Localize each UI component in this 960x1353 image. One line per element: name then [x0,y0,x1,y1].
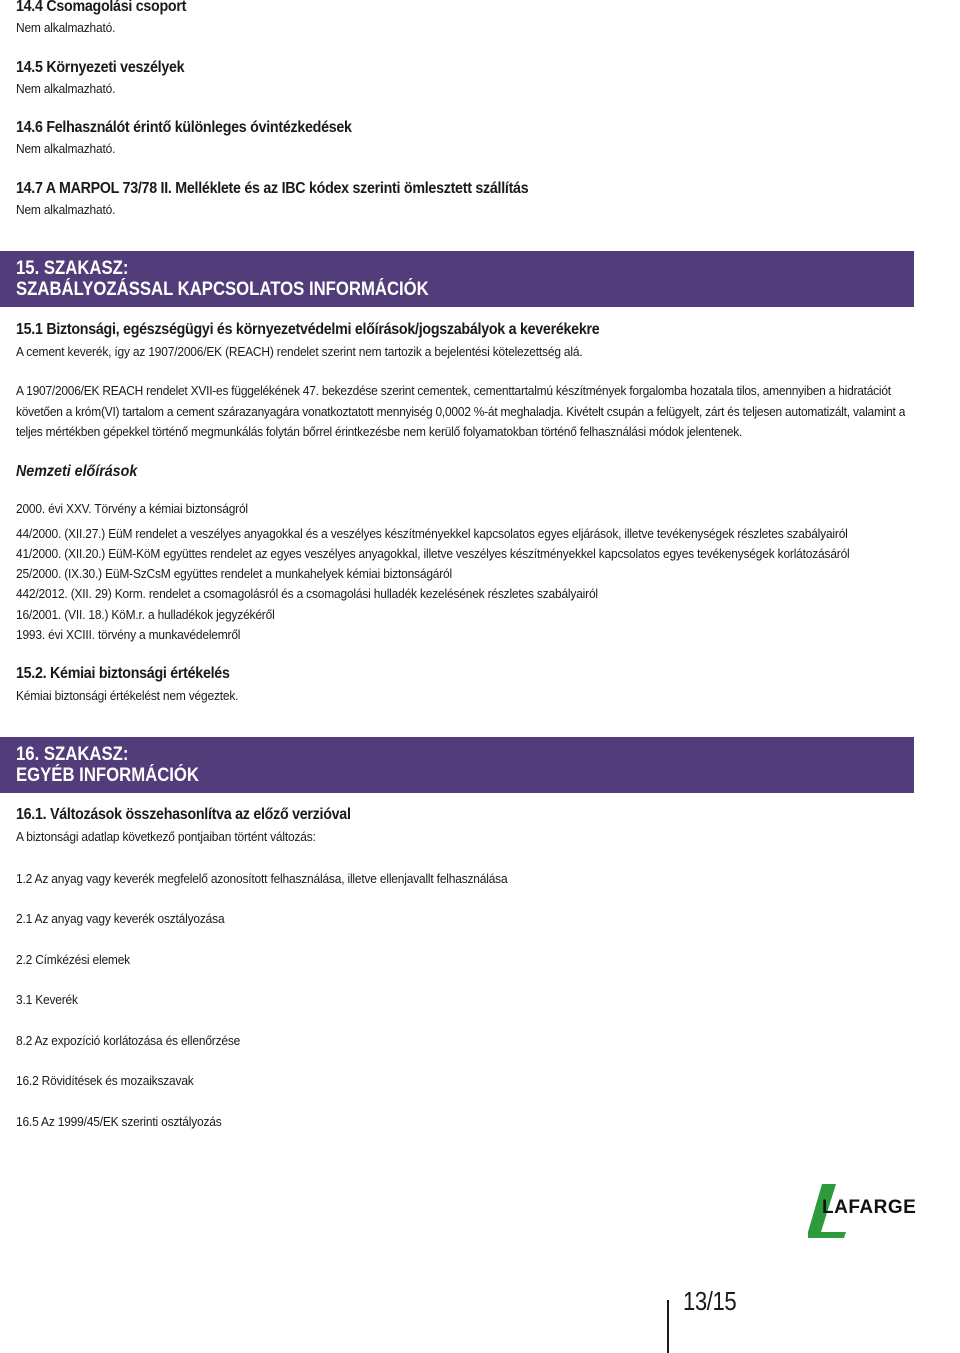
logo-text: LAFARGE [822,1197,917,1218]
section-15-2-heading: 15.2. Kémiai biztonsági értékelés [16,665,230,682]
section-14-4-value: Nem alkalmazható. [16,20,116,35]
section-14-6-heading: 14.6 Felhasználót érintő különleges óvintézkedések [16,119,352,136]
page-number: 13/15 [683,1286,737,1316]
section-16-1-heading: 16.1. Változások összehasonlítva az előző verzióval [16,806,351,823]
law-item: 442/2012. (XII. 29) Korm. rendelet a csomagolásról és a csomagolási hulladék kezelésének részletes szabályairól [16,586,598,601]
section-15-1-heading: 15.1 Biztonsági, egészségügyi és környezetvédelmi előírások/jogszabályok a keverékekre [16,321,600,338]
lafarge-logo [808,1182,932,1240]
law-item: 41/2000. (XII.20.) EüM-KöM együttes rendelet az egyes veszélyes anyagokkal, illetve veszélyes készítményekkel kapcsolatos egyes tevékenységek korlátozásáról [16,546,850,561]
section-15-title: 15. SZAKASZ: [16,258,129,279]
change-item: 2.2 Címkézési elemek [16,952,130,967]
change-item: 16.2 Rövidítések és mozaikszavak [16,1073,194,1088]
change-item: 2.1 Az anyag vagy keverék osztályozása [16,911,225,926]
change-item: 3.1 Keverék [16,992,78,1007]
section-15-2-value: Kémiai biztonsági értékelést nem végeztek. [16,688,239,703]
section-16-title: 16. SZAKASZ: [16,744,129,765]
section-16-subtitle: EGYÉB INFORMÁCIÓK [16,765,199,786]
section-14-7-heading: 14.7 A MARPOL 73/78 II. Melléklete és az IBC kódex szerinti ömlesztett szállítás [16,180,529,197]
law-item: 25/2000. (IX.30.) EüM-SzCsM együttes rendelet a munkahelyek kémiai biztonságáról [16,566,453,581]
section-15-1-paragraph-1: A cement keverék, így az 1907/2006/EK (REACH) rendelet szerint nem tartozik a bejelentési kötelezettség alá. [16,344,583,359]
law-item: 2000. évi XXV. Törvény a kémiai biztonságról [16,501,248,516]
section-14-7-value: Nem alkalmazható. [16,202,116,217]
law-item: 16/2001. (VII. 18.) KöM.r. a hulladékok jegyzékéről [16,607,275,622]
page-number-divider [667,1300,669,1353]
section-14-6-value: Nem alkalmazható. [16,141,116,156]
section-14-4-heading: 14.4 Csomagolási csoport [16,0,187,15]
change-item: 16.5 Az 1999/45/EK szerinti osztályozás [16,1114,222,1129]
section-15-band [0,251,914,307]
section-14-5-heading: 14.5 Környezeti veszélyek [16,59,185,76]
national-regulations-heading: Nemzeti előírások [16,463,138,480]
change-item: 1.2 Az anyag vagy keverék megfelelő azonosított felhasználása, illetve ellenjavallt felhasználása [16,871,508,886]
section-14-5-value: Nem alkalmazható. [16,81,116,96]
change-item: 8.2 Az expozíció korlátozása és ellenőrzése [16,1033,241,1048]
section-15-1-paragraph-2: A 1907/2006/EK REACH rendelet XVII-es függelékének 47. bekezdése szerint cementek, cementtartalmú készítmények forgalomba hozatala tilos, amennyiben a hidratációt követően a króm(VI) tartalom a cement szárazanyagára vonatkoztatott mennyiség 0,0002 %-át meghaladja. Kivételt csupán a felügyelt, zárt és teljesen automatizált, valamint a teljes mértékben gépekkel történő megmunkálás folytán bőrrel érintkezésbe nem kerülő folyamatokban történő felhasználási módok jelentenek. [16,383,906,439]
law-item: 1993. évi XCIII. törvény a munkavédelemről [16,627,241,642]
section-16-band [0,737,914,793]
section-16-1-intro: A biztonsági adatlap következő pontjaiban történt változás: [16,829,316,844]
law-item: 44/2000. (XII.27.) EüM rendelet a veszélyes anyagokkal és a veszélyes készítményekkel kapcsolatos egyes eljárások, illetve tevékenységek részletes szabályairól [16,526,848,541]
section-15-subtitle: SZABÁLYOZÁSSAL KAPCSOLATOS INFORMÁCIÓK [16,279,429,300]
lafarge-logo-graphic [808,1182,932,1240]
